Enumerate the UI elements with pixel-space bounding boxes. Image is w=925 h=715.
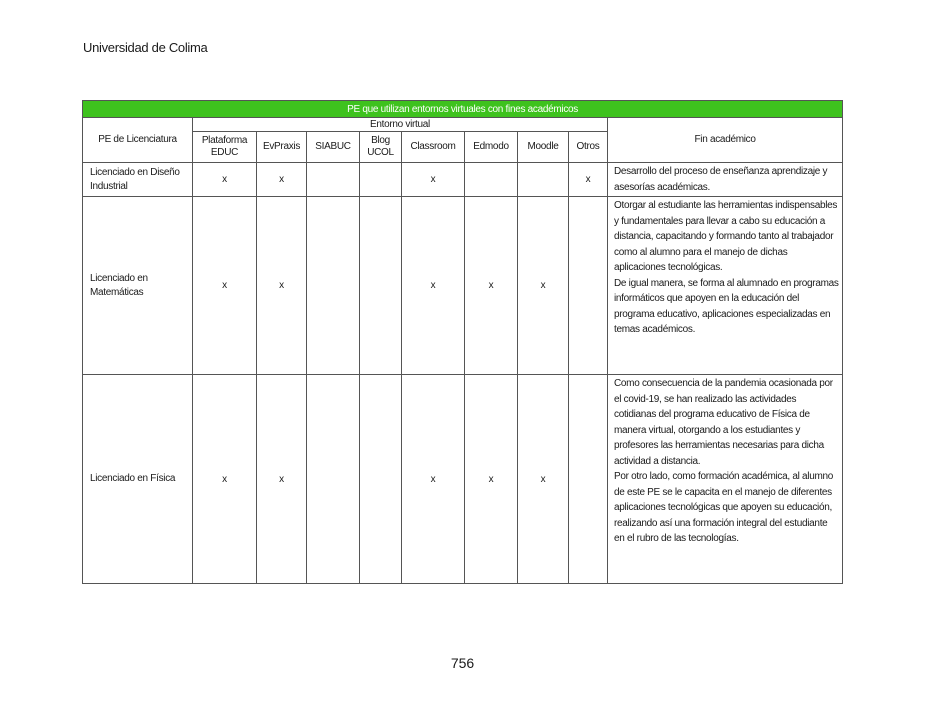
academic-goal (608, 197, 843, 375)
usage-mark: x (193, 163, 257, 197)
goal-paragraph: Desarrollo del proceso de enseñanza aprendizaje y asesorías académicas. (614, 166, 828, 193)
table-row (83, 163, 843, 197)
usage-mark: x (465, 375, 518, 584)
usage-mark: x (402, 375, 465, 584)
usage-mark: x (257, 375, 307, 584)
table-row (83, 197, 843, 375)
empty-cell (518, 163, 569, 197)
table-row (83, 375, 843, 584)
academic-goal (608, 375, 843, 584)
empty-cell (465, 163, 518, 197)
column-header-tool: Otros (569, 132, 608, 163)
column-header-program: PE de Licenciatura (83, 118, 193, 163)
empty-cell (360, 375, 402, 584)
empty-cell (307, 197, 360, 375)
goal-paragraph: Como consecuencia de la pandemia ocasionada por el covid-19, se han realizado las actividades cotidianas del programa educativo de Física de manera virtual, otorgando a los estudiantes y profesores las herramientas necesarias para dicha actividad a distancia. (614, 378, 833, 467)
usage-mark: x (569, 163, 608, 197)
empty-cell (569, 375, 608, 584)
goal-paragraph: De igual manera, se forma al alumnado en programas informáticos que apoyen en la educación del programa educativo, aplicaciones especializadas en temas académicos. (614, 277, 839, 335)
program-name: Licenciado en Matemáticas (83, 197, 193, 375)
table-title: PE que utilizan entornos virtuales con fines académicos (83, 101, 843, 118)
usage-mark: x (518, 197, 569, 375)
usage-mark: x (402, 197, 465, 375)
usage-mark: x (518, 375, 569, 584)
column-header-tool: Moodle (518, 132, 569, 163)
column-header-academic-goal: Fin académico (608, 118, 843, 163)
virtual-environments-table (82, 100, 843, 584)
empty-cell (360, 197, 402, 375)
academic-goal (608, 163, 843, 197)
empty-cell (360, 163, 402, 197)
usage-mark: x (465, 197, 518, 375)
column-header-tool: Plataforma EDUC (193, 132, 257, 163)
empty-cell (569, 197, 608, 375)
empty-cell (307, 163, 360, 197)
usage-mark: x (193, 375, 257, 584)
goal-paragraph: Otorgar al estudiante las herramientas indispensables y fundamentales para llevar a cabo su educación a distancia, capacitando y formando tanto al trabajador como al alumno para el manejo de dichas aplicaciones tecnológicas. (614, 200, 838, 273)
column-header-tool: EvPraxis (257, 132, 307, 163)
program-name: Licenciado en Física (83, 375, 193, 584)
usage-mark: x (402, 163, 465, 197)
column-header-tool: Blog UCOL (360, 132, 402, 163)
page-number: 756 (450, 655, 475, 671)
program-name: Licenciado en Diseño Industrial (83, 163, 193, 197)
usage-mark: x (257, 197, 307, 375)
usage-mark: x (193, 197, 257, 375)
document-header: Universidad de Colima (83, 40, 208, 55)
empty-cell (307, 375, 360, 584)
column-header-tool: Classroom (402, 132, 465, 163)
column-header-virtual-environment: Entorno virtual (193, 118, 608, 132)
column-header-tool: Edmodo (465, 132, 518, 163)
goal-paragraph: Por otro lado, como formación académica, al alumno de este PE se le capacita en el manejo de diferentes aplicaciones tecnológicas que apoyen su educación, realizando así una formación integral del estudiante en el rubro de las tecnologías. (614, 471, 834, 544)
usage-mark: x (257, 163, 307, 197)
column-header-tool: SIABUC (307, 132, 360, 163)
